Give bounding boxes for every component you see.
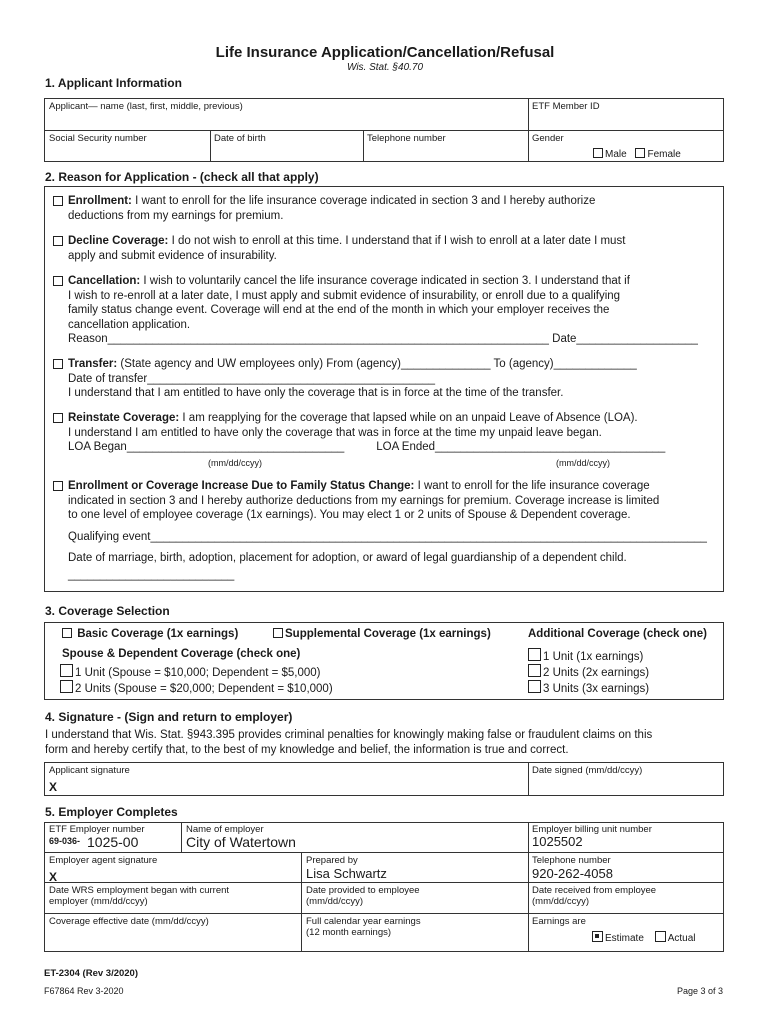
add-1-checkbox[interactable] <box>528 648 541 661</box>
basic-checkbox[interactable] <box>62 628 72 638</box>
estimate-checkbox[interactable] <box>592 931 603 942</box>
form-title: Life Insurance Application/Cancellation/Refusal <box>215 44 555 61</box>
supplemental-checkbox[interactable] <box>273 628 283 638</box>
qualifying-event-line[interactable]: Qualifying event_______________________________________________________________________________________ <box>68 531 707 543</box>
increase-date-line[interactable]: __________________________ <box>68 569 235 581</box>
decline-text: Decline Coverage: I do not wish to enroll at this time. I understand that if I wish to enroll at a later date I must apply and submit evidence of insurability. <box>68 235 626 262</box>
date-signed-label: Date signed (mm/dd/ccyy) <box>532 765 643 776</box>
enrollment-text: Enrollment: I want to enroll for the life insurance coverage indicated in section 3 and I hereby authorize deductions from my earnings for premium. <box>68 195 596 222</box>
gender-label: Gender <box>532 133 564 144</box>
male-checkbox[interactable] <box>593 148 603 158</box>
certification-text: I understand that Wis. Stat. §943.395 provides criminal penalties for knowingly making false or fraudulent claims on this form and hereby certify that, to the best of my knowledge and belief, the information is true and correct. <box>45 729 653 756</box>
increase-date-desc: Date of marriage, birth, adoption, placement for adoption, or award of legal guardianship of a dependent child. <box>68 552 627 564</box>
increase-checkbox[interactable] <box>53 481 63 491</box>
add-3-checkbox[interactable] <box>528 680 541 693</box>
form-code: F67864 Rev 3-2020 <box>44 986 124 996</box>
actual-checkbox[interactable] <box>655 931 666 942</box>
date-received-label: Date received from employee (mm/dd/ccyy) <box>532 885 657 907</box>
reinstate-checkbox[interactable] <box>53 413 63 423</box>
earnings-are-label: Earnings are <box>532 916 586 927</box>
etf-employer-label: ETF Employer number <box>49 824 145 835</box>
reason-date-line[interactable]: Reason_____________________________________________________________________ Date___________________ <box>68 333 698 345</box>
employer-phone-label: Telephone number <box>532 855 611 866</box>
date-provided-label: Date provided to employee (mm/dd/ccyy) <box>306 885 420 907</box>
additional-coverage-heading: Additional Coverage (check one) <box>528 628 707 640</box>
add-2-checkbox[interactable] <box>528 664 541 677</box>
form-id: ET-2304 (Rev 3/2020) <box>44 968 139 979</box>
loa-began-hint: (mm/dd/ccyy) <box>208 458 262 468</box>
wrs-date-label: Date WRS employment began with current employer (mm/dd/ccyy) <box>49 885 230 907</box>
earnings-type <box>592 931 695 944</box>
section2-heading: 2. Reason for Application - (check all that apply) <box>45 170 319 184</box>
coverage-effective-label: Coverage effective date (mm/dd/ccyy) <box>49 916 209 927</box>
spouse-opt1: 1 Unit (Spouse = $10,000; Dependent = $5,000) <box>60 664 321 679</box>
etf-member-id-label: ETF Member ID <box>532 101 600 112</box>
spouse-2-checkbox[interactable] <box>60 680 73 693</box>
form-subtitle: Wis. Stat. §40.70 <box>346 62 424 73</box>
agent-signature-label: Employer agent signature <box>49 855 158 866</box>
female-checkbox[interactable] <box>635 148 645 158</box>
section3-heading: 3. Coverage Selection <box>45 604 170 618</box>
enrollment-checkbox[interactable] <box>53 196 63 206</box>
employer-phone-value[interactable]: 920-262-4058 <box>532 866 613 881</box>
etf-employer-value[interactable]: 1025-00 <box>87 834 139 850</box>
transfer-checkbox[interactable] <box>53 359 63 369</box>
spouse-heading: Spouse & Dependent Coverage (check one) <box>62 648 301 660</box>
phone-label: Telephone number <box>367 133 446 144</box>
billing-unit-label: Employer billing unit number <box>532 824 652 835</box>
prepared-by-value[interactable]: Lisa Schwartz <box>306 866 387 881</box>
employer-name-value[interactable]: City of Watertown <box>186 834 296 850</box>
page-number: Page 3 of 3 <box>677 986 724 996</box>
cancellation-text: Cancellation: I wish to voluntarily cancel the life insurance coverage indicated in section 3. I understand that if I wish to re-enroll at a later date, I must apply and submit evidence of insurability, or enroll due to a qualifying family status change event. Coverage will end at the end of the month in which your employer receives the cancellation application. Reason_____________________________________________________________________ Date___________________ <box>68 275 698 345</box>
decline-checkbox[interactable] <box>53 236 63 246</box>
applicant-name-label: Applicant— name (last, first, middle, previous) <box>49 101 243 112</box>
supplemental-coverage: Supplemental Coverage (1x earnings) <box>273 628 491 640</box>
estimate-label: Estimate <box>605 933 644 944</box>
etf-employer-prefix: 69-036- <box>49 836 81 846</box>
reinstate-text: Reinstate Coverage: I am reapplying for the coverage that lapsed while on an unpaid Leave of Absence (LOA). I understand I am entitled to have only the coverage that was in force at the time my unpaid leave began. LOA Began__________________________________ LOA Ended____________________________________ <box>68 412 666 453</box>
female-label: Female <box>647 149 681 160</box>
employer-name-label: Name of employer <box>186 824 264 835</box>
agent-signature-field[interactable]: X <box>49 870 58 884</box>
gender-options <box>593 148 681 160</box>
spouse-1-checkbox[interactable] <box>60 664 73 677</box>
cancellation-checkbox[interactable] <box>53 276 63 286</box>
dob-label: Date of birth <box>214 133 266 144</box>
basic-coverage: Basic Coverage (1x earnings) <box>62 628 238 640</box>
billing-unit-value[interactable]: 1025502 <box>532 834 583 849</box>
transfer-text: Transfer: (State agency and UW employees only) From (agency)______________ To (agency)_____________ Date of transfer_____________________________________________ I understand that I am entitled to have only the coverage that is in force at the time of the transfer. <box>68 358 637 399</box>
male-label: Male <box>605 149 627 160</box>
section4-heading: 4. Signature - (Sign and return to employer) <box>45 710 293 724</box>
section5-heading: 5. Employer Completes <box>45 805 178 819</box>
actual-label: Actual <box>667 933 696 944</box>
prepared-by-label: Prepared by <box>306 855 358 866</box>
section1-heading: 1. Applicant Information <box>45 76 182 90</box>
add-opt3: 3 Units (3x earnings) <box>528 680 649 695</box>
applicant-signature-field[interactable]: X <box>49 780 58 794</box>
spouse-opt2: 2 Units (Spouse = $20,000; Dependent = $10,000) <box>60 680 333 695</box>
loa-ended-hint: (mm/dd/ccyy) <box>556 458 610 468</box>
full-calendar-earnings-label: Full calendar year earnings (12 month earnings) <box>306 916 421 938</box>
ssn-label: Social Security number <box>49 133 147 144</box>
add-opt1: 1 Unit (1x earnings) <box>528 648 643 663</box>
applicant-signature-label: Applicant signature <box>49 765 130 776</box>
add-opt2: 2 Units (2x earnings) <box>528 664 649 679</box>
increase-text: Enrollment or Coverage Increase Due to Family Status Change: I want to enroll for the life insurance coverage indicated in section 3 and I hereby authorize deductions from my earnings for premium. Coverage increase is limited to one level of employee coverage (1x earnings). You may elect 1 or 2 units of Spouse & Dependent coverage. <box>68 480 660 521</box>
